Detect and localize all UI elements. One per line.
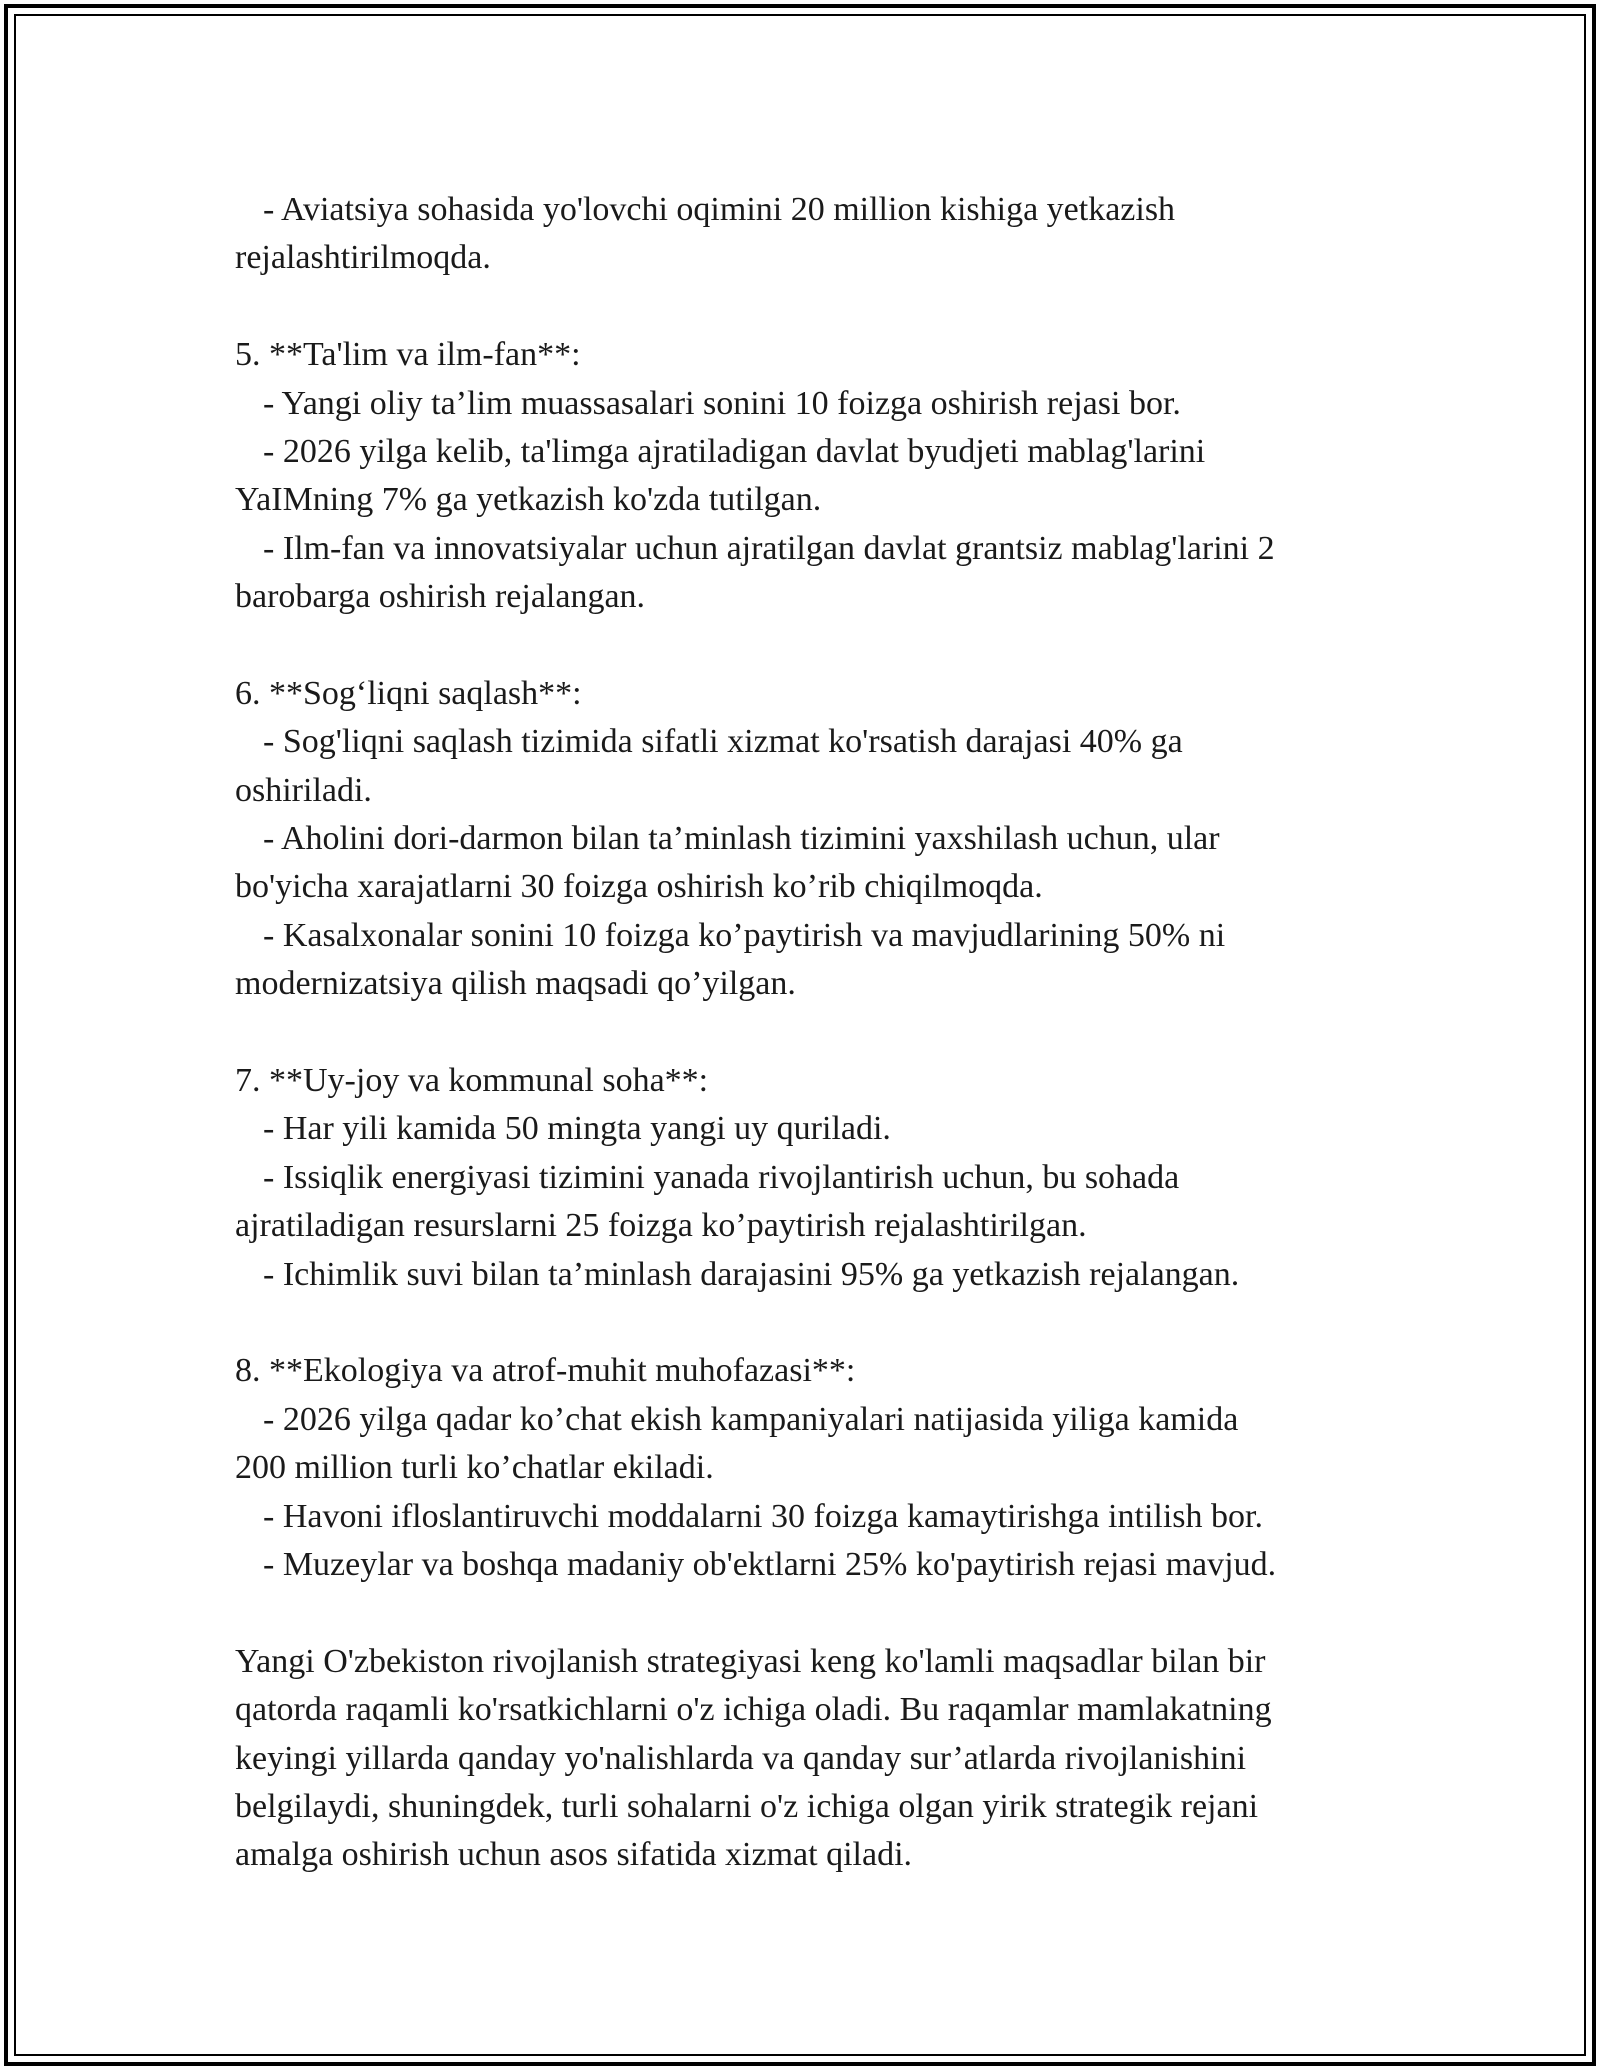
- text-line: 200 million turli ko’chatlar ekiladi.: [235, 1449, 714, 1487]
- blank-line: [235, 283, 1375, 331]
- text-line: 8. **Ekologiya va atrof-muhit muhofazasi**:: [235, 1352, 856, 1390]
- bullet-line: - Aviatsiya sohasida yo'lovchi oqimini 20 million kishiga yetkazish: [263, 191, 1176, 228]
- text-line: ajratiladigan resurslarni 25 foizga ko’paytirish rejalashtirilgan.: [235, 1207, 1087, 1245]
- bullet-line: - Havoni ifloslantiruvchi moddalarni 30 foizga kamaytirishga intilish bor.: [263, 1497, 1263, 1535]
- bullet-line: - Yangi oliy ta’lim muassasalari sonini 10 foizga oshirish rejasi bor.: [263, 384, 1181, 422]
- text-line: bo'yicha xarajatlarni 30 foizga oshirish ko’rib chiqilmoqda.: [235, 868, 1043, 906]
- text-line: modernizatsiya qilish maqsadi qo’yilgan.: [235, 965, 796, 1003]
- text-line: 6. **Sog‘liqni saqlash**:: [235, 674, 582, 712]
- text-line: Yangi O'zbekiston rivojlanish strategiyasi keng ko'lamli maqsadlar bilan bir: [235, 1642, 1266, 1680]
- blank-line: [235, 1009, 1375, 1057]
- bullet-line: - Issiqlik energiyasi tizimini yanada rivojlantirish uchun, bu sohada: [263, 1158, 1180, 1196]
- blank-line: [235, 1589, 1375, 1637]
- text-line: barobarga oshirish rejalangan.: [235, 578, 646, 616]
- bullet-line: - Aholini dori-darmon bilan ta’minlash tizimini yaxshilash uchun, ular: [263, 820, 1220, 858]
- text-line: qatorda raqamli ko'rsatkichlarni o'z ichiga oladi. Bu raqamlar mamlakatning: [235, 1691, 1272, 1729]
- text-line: rejalashtirilmoqda.: [235, 239, 491, 277]
- bullet-line: - 2026 yilga kelib, ta'limga ajratiladigan davlat byudjeti mablag'larini: [263, 432, 1206, 470]
- text-line: keyingi yillarda qanday yo'nalishlarda va qanday sur’atlarda rivojlanishini: [235, 1739, 1247, 1777]
- bullet-line: - Ichimlik suvi bilan ta’minlash darajasini 95% ga yetkazish rejalangan.: [263, 1255, 1240, 1293]
- bullet-line: - Kasalxonalar sonini 10 foizga ko’paytirish va mavjudlarining 50% ni: [263, 916, 1226, 954]
- document-body: [235, 186, 1375, 1880]
- text-line: 5. **Ta'lim va ilm-fan**:: [235, 336, 581, 374]
- text-line: 7. **Uy-joy va kommunal soha**:: [235, 1062, 709, 1100]
- text-line: belgilaydi, shuningdek, turli sohalarni o'z ichiga olgan yirik strategik rejani: [235, 1787, 1259, 1825]
- text-line: amalga oshirish uchun asos sifatida xizmat qiladi.: [235, 1836, 913, 1874]
- text-line: YaIMning 7% ga yetkazish ko'zda tutilgan.: [235, 481, 822, 519]
- bullet-line: - Sog'liqni saqlash tizimida sifatli xizmat ko'rsatish darajasi 40% ga: [263, 723, 1183, 761]
- bullet-line: - 2026 yilga qadar ko’chat ekish kampaniyalari natijasida yiliga kamida: [263, 1400, 1239, 1438]
- blank-line: [235, 1299, 1375, 1347]
- bullet-line: - Muzeylar va boshqa madaniy ob'ektlarni 25% ko'paytirish rejasi mavjud.: [263, 1545, 1277, 1583]
- blank-line: [235, 622, 1375, 670]
- bullet-line: - Ilm-fan va innovatsiyalar uchun ajratilgan davlat grantsiz mablag'larini 2: [263, 529, 1275, 567]
- text-line: oshiriladi.: [235, 771, 372, 809]
- bullet-line: - Har yili kamida 50 mingta yangi uy quriladi.: [263, 1110, 891, 1148]
